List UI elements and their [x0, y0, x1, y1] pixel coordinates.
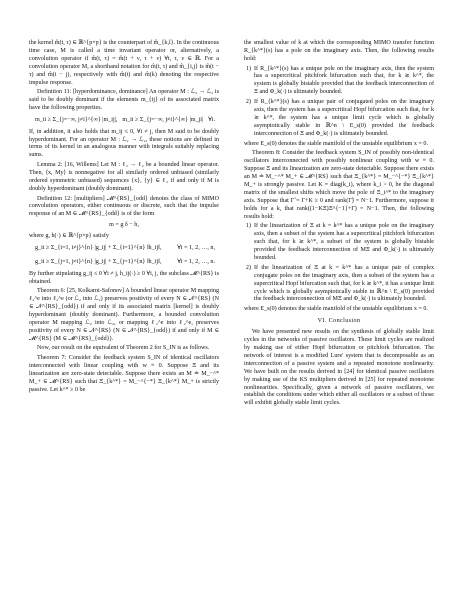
- equation-dominance-forall: ∀i.: [208, 116, 215, 123]
- list-item: [244, 99, 434, 139]
- equation-col-forall: ∀i = 1, 2, …, n.: [177, 258, 215, 265]
- equation-dominance-cols: m_ii ≥ Σ_{j=−∞, j≠i}^{∞} |m_ji|: [122, 116, 204, 123]
- list-item: [244, 66, 434, 98]
- list-item: [244, 223, 434, 263]
- list-item-number: 1): [245, 65, 251, 72]
- paragraph-kernel: the kernel m̂(t, τ) ∈ ℝ^{p×p} is the counterpart of m̂_{k,l}. In the continuous time case, M is called a time invariant operator or, alternatively, a convolution operator if m̂(t, τ) = m̂(t + ν, τ + ν) ∀t, τ, ν ∈ ℝ. For a convolution operator M, a shorthand notation for m̂(t, τ) and m̂_{i,j} is m̂(t − τ) and m̂(i − j), respectively with m̂(t) and m̂(k) denoting the respective impulse response.: [29, 40, 219, 86]
- equation-col-lhs: g_ii ≥ Σ_{j=1, j≠i}^{n} |g_ij| + Σ_{j=1}^{n} ‖h_ij‖₁: [35, 258, 162, 265]
- theorem-7-results: [244, 66, 434, 139]
- list-item-number: 2): [245, 99, 251, 106]
- definition-12: Definition 12: [multipliers] 𝓜^{RS}_{odd} denotes the class of MIMO convolution operators, either continuous or discrete, such that the impulse response of an M ∈ 𝓜^{RS}_{odd} is of the form: [29, 195, 219, 218]
- left-column: [29, 40, 219, 396]
- paragraph-smallest-value: the smallest value of k at which the corresponding MIMO transfer function R_{k^*}(s) has a pole on the imaginary axis. Then, the following results hold:: [244, 40, 434, 62]
- list-item-text: If R_{k^*}(s) has a unique pair of conjugated poles on the imaginary axis, then the system has a supercritical Hopf bifurcation such that, for k ≳ k^*, the system has a unique limit cycle which is globally asymptotically stable in ℝ^n \ E_s(0) provided the feedback interconnection of Ξ and Φ_k(·) is ultimately bounded.: [254, 99, 434, 137]
- definition-11: Definition 11: [hyperdominance, dominance] An operator M : ℒ₂ → ℒ₂ is said to be doubly dominant if the elements m_{ij} of its associated matrix have the following properties.: [29, 89, 219, 112]
- list-item-number: 2): [245, 264, 251, 271]
- paragraph-subclass: By further stipulating g_ij ≤ 0 ∀i ≠ j, h_ij(·) ≥ 0 ∀i, j, the subclass 𝓜^{RS} is obtained.: [29, 270, 219, 285]
- equation-col-condition: [29, 257, 219, 269]
- equation-impulse: m = g δ − h,: [109, 222, 139, 229]
- theorem-8-results: [244, 223, 434, 304]
- theorem-7: Theorem 7: Consider the feedback system S_IN of identical oscillators interconnected with linear coupling with w ≡ 0. Suppose Ξ and its linearization are zero-state detectable. Suppose there exists an M ≐ M_−^* M_+ ∈ 𝓜^{RS} such that Ξ_{k^*} = M_−^{−*} Ξ_{k^*} M_+ is strictly passive. Let k^* ≥ 0 be: [29, 355, 219, 393]
- right-column: [244, 40, 434, 410]
- list-item-number: 1): [245, 223, 251, 230]
- theorem-8: Theorem 8: Consider the feedback system S_IN of possibly non-identical oscillators interconnected with possibly nonlinear coupling with w ≡ 0. Suppose Ξ and its linearization are zero-state detectable. Suppose there exists an M ≐ M_−^* M_+ ∈ 𝓜^{RS} such that Ξ_{k^*} = M_−^{−*} Ξ_{k^*} M_+ is strongly passive. Let K = diag(k_i), where k_i > 0, be the diagonal matrix of the smallest shifts which move the pole of Ξ_i^* to the imaginary axis. Suppose that Γ̃ = Γ+K ≥ 0 and rank(Γ̃) = N−1. Furthermore, suppose it holds for a k, that rank((1−KΞ)Ξ^{−1}+Γ) = N−1. Then, the following results hold:: [244, 150, 434, 220]
- equation-row-condition: [29, 243, 219, 255]
- equation-dominance-rows: m_ii ≥ Σ_{j=−∞, j≠i}^{∞} |m_ij|,: [35, 116, 118, 123]
- equation-row-lhs: g_ii ≥ Σ_{i=1, i≠j}^{n} |g_ij| + Σ_{i=1}^{n} ‖h_ij‖₁: [35, 244, 162, 251]
- lemma-2: Lemma 2: [16, Willems] Let M : ℓ₂ → ℓ₂ be a bounded linear operator. Then, ⟨x, My⟩ is nonnegative for all similarly ordered unbiased (similarly ordered symmetric unbiased) sequences {x}, {y} ∈ ℓ₂ if and only if M is doubly hyperdominant (doubly dominant).: [29, 162, 219, 192]
- paragraph-conclusion: We have presented new results on the synthesis of globally stable limit cycles in the networks of passive oscillators. These limit cycles are realized by making use of either Hopf bifurcation or pitchfork bifurcation. The network of interest is a modified Lure' system that is decomposable as an interconnection of a passive system and a repeated monotone nonlinearity. We have built on the results derived in [24] for identical passive oscillators by making use of the KS multipliers derived in [25] for repeated monotone nonlinearities. Specifically, given a network of passive oscillators, we establish the conditions under which either all oscillators or a subset of those will exhibit globally stable limit cycles.: [244, 329, 434, 407]
- list-item-text: If the linearization of Ξ at k = k^* has a unique pair of complex conjugate poles on the imaginary axis, then a subset of the system has a supercritical Hopf bifurcation such that, for k ≳ k^*, it has a unique limit cycle which is globally asymptotically stable in ℝ^n \ E_s(0) provided the feedback interconnection of MΞ and Φ_k(·) is ultimately bounded.: [254, 264, 434, 303]
- list-item-text: If R_{k^*}(s) has a unique pole on the imaginary axis, then the system has a supercritical pitchfork bifurcation such that, for k ≳ k^*, the system is globally bistable provided that the feedback interconnection of Ξ and Φ_k(·) is ultimately bounded.: [254, 65, 434, 96]
- equation-row-forall: ∀i = 1, 2, …, n,: [177, 244, 215, 251]
- paragraph-now: Now, our result on the equivalent of Theorem 2 for S_IN is as follows.: [37, 345, 210, 352]
- paragraph-stable-manifold-2: where E_s(0) denotes the stable manifold of the unstable equilibrium x = 0.: [244, 306, 429, 313]
- paragraph-stable-manifold: where E_s(0) denotes the stable manifold of the unstable equilibrium x = 0.: [244, 140, 429, 147]
- section-heading-conclusion: VI. Conclusion: [317, 318, 361, 325]
- list-item-text: If the linearization of Ξ at k = k^* has a unique pole on the imaginary axis, then a subset of the system has a supercritical pitchfork bifurcation such that, for k ≳ k^*, a subset of the system is globally bistable provided the feedback interconnection of MΞ and Φ_k(·) is ultimately bounded.: [254, 223, 434, 261]
- list-item: [244, 265, 434, 305]
- equation-dominance: [29, 115, 219, 127]
- paragraph-where: where g, h(·) ∈ ℝ^{p×p} satisfy: [29, 233, 109, 240]
- theorem-6: Theorem 6: [25, Kolkarni-Safonov] A bounded linear operator M mapping ℓ₂^e into ℓ₂^e (or ℒ₂ into ℒ₂) preserves positivity of every N ∈ 𝒩^{RS} (N ∈ 𝒩^{RS}_{odd}) if and only if its associated matrix [kernel] is doubly hyperdominant (doubly dominant). Furthermore, a bounded convolution operator M mapping ℒ₂ into ℒ₂, or mapping ℓ₂^e into ℓ₂^e, preserves positivity of every N ∈ 𝒩^{RS} (N ∈ 𝒩^{RS}_{odd}) if and only if M ∈ 𝓜^{RS} (M ∈ 𝓜^{RS}_{odd}).: [29, 288, 219, 342]
- paragraph-hyperdominant: If, in addition, it also holds that m_ij ≤ 0, ∀i ≠ j, then M said to be doubly hyperdominant. For an operator M : ℒ₂ → ℒ₂, these notions are defined in terms of its kernel in an analogous manner with integrals suitably replacing sums.: [29, 128, 219, 159]
